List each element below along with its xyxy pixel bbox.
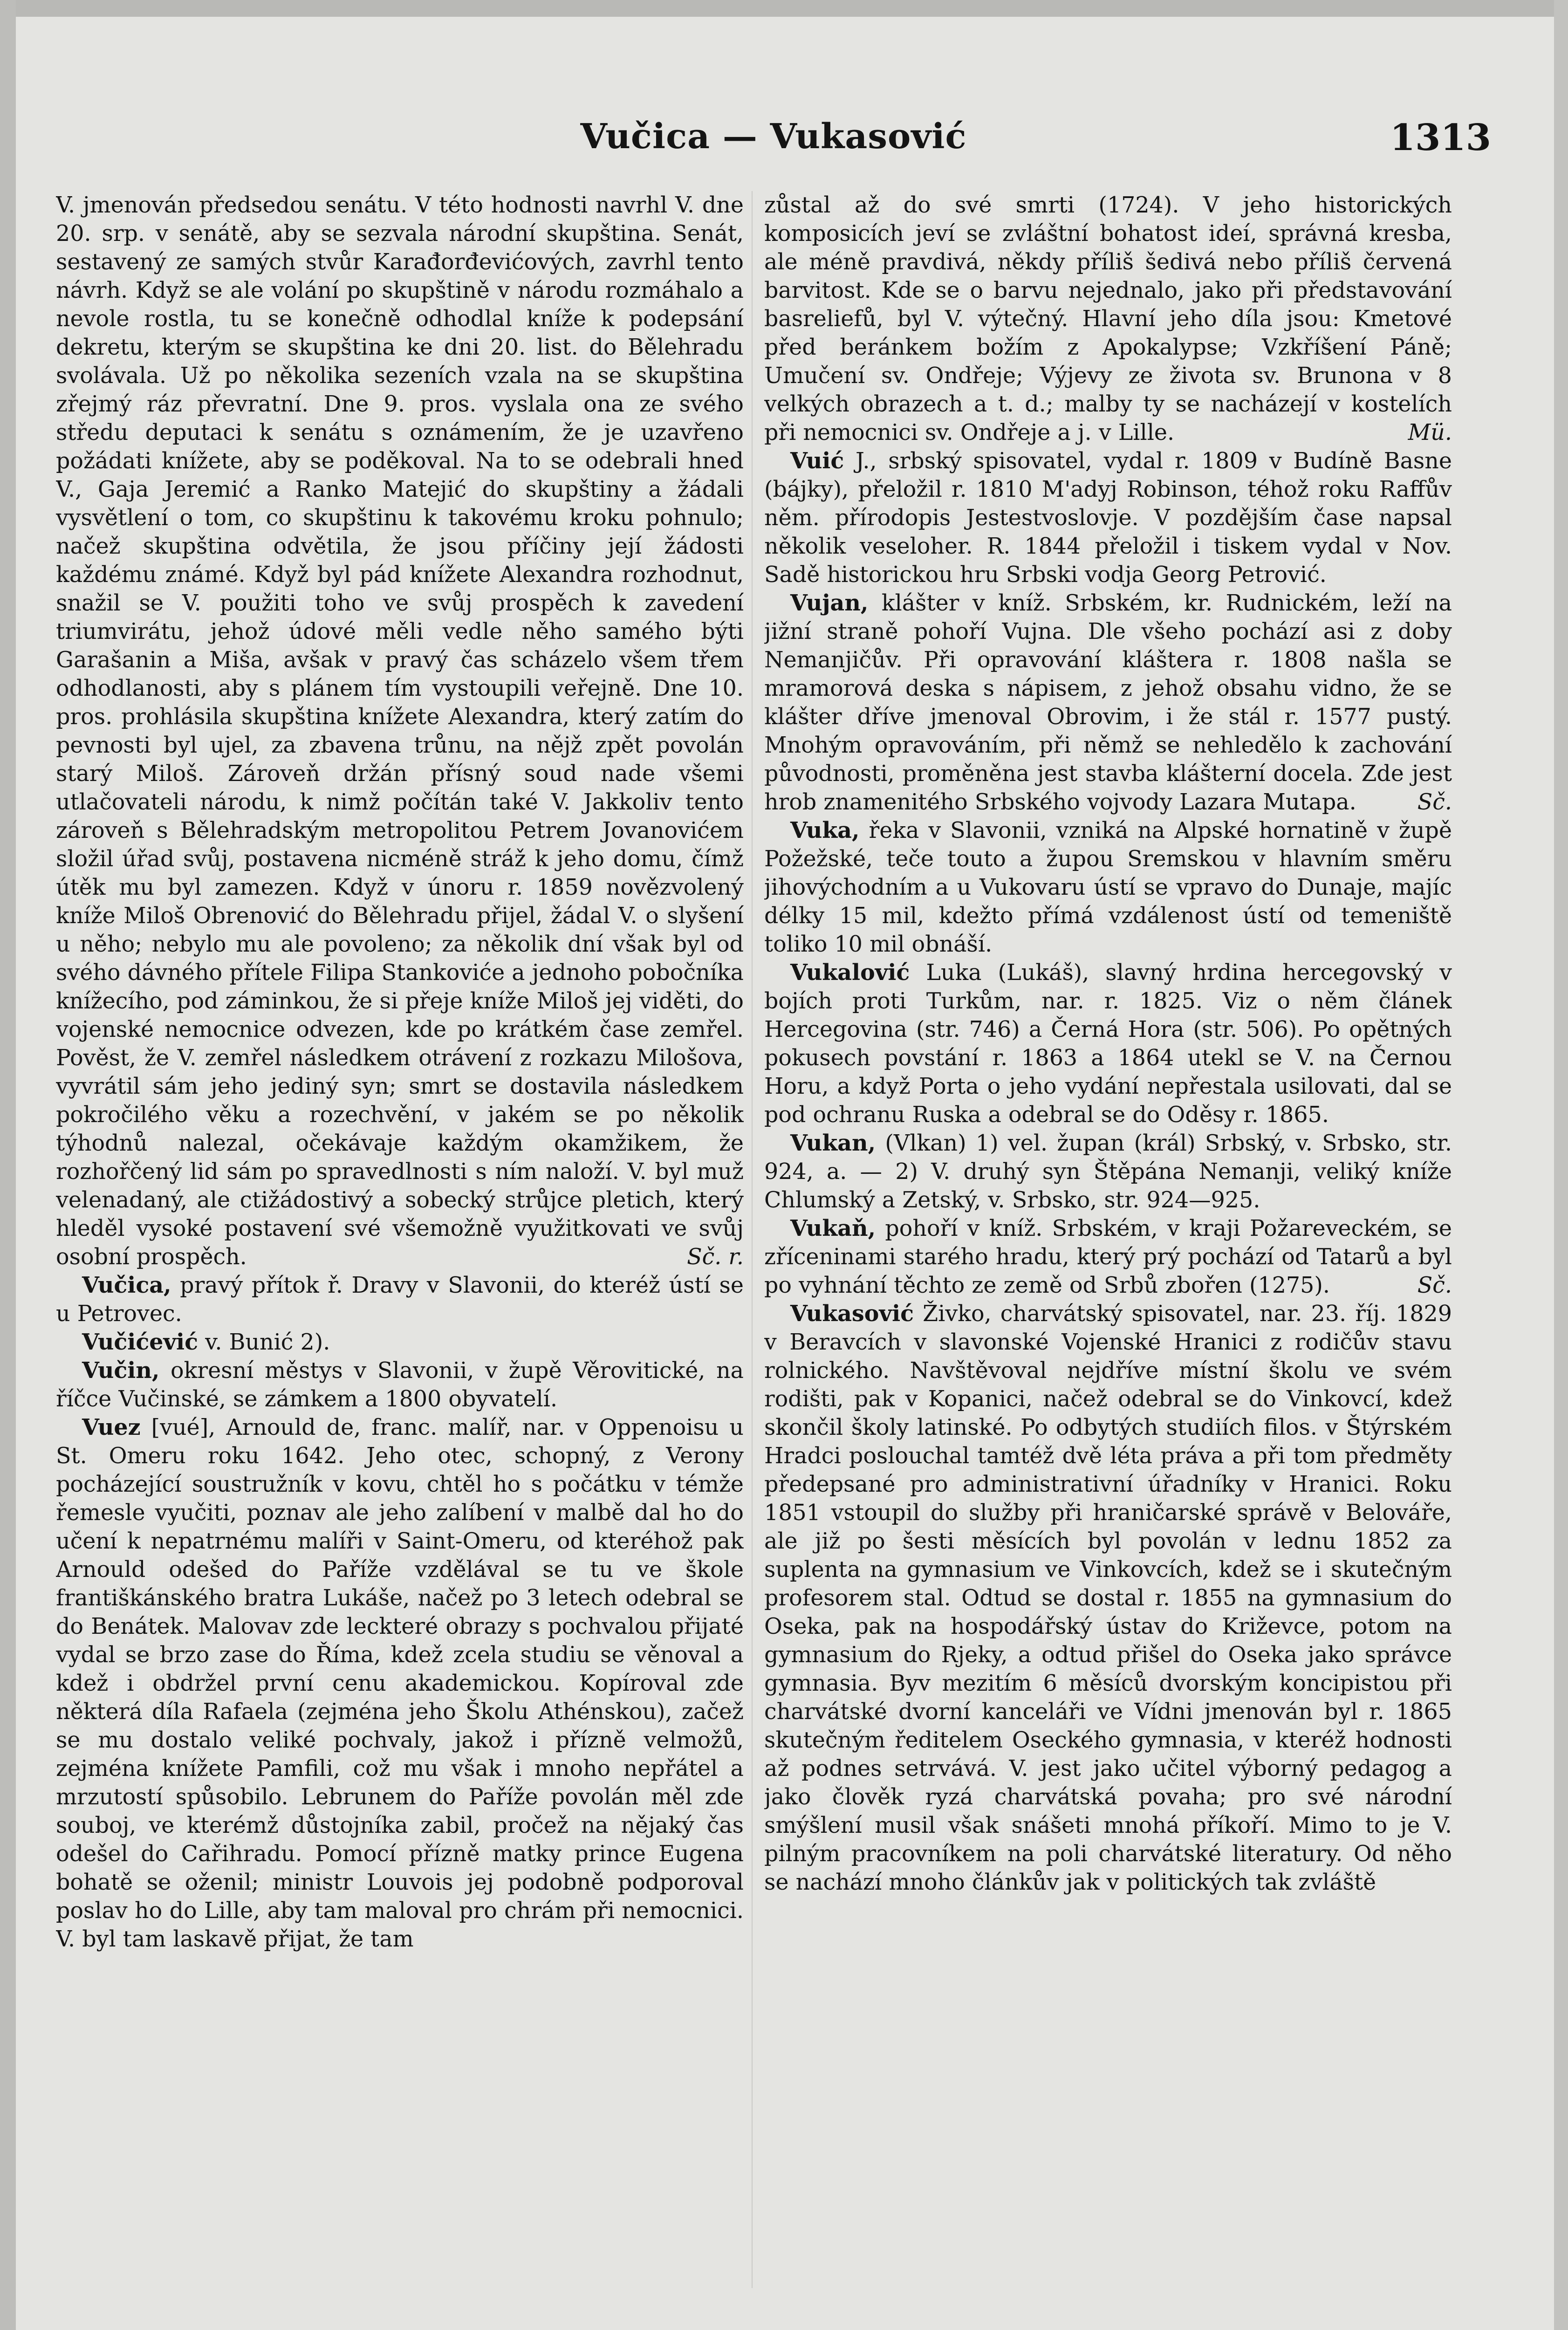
page-header — [56, 116, 1491, 168]
entry-headword: Vuić — [790, 448, 844, 474]
entry-text: pohoří v kníž. Srbském, v kraji Požareveckém, se zříceninami starého hradu, který prý pochází od Tatarů a byl po vyhnání těchto ze země od Srbů zbořen (1275). — [764, 1216, 1452, 1298]
dictionary-entry — [764, 447, 1452, 589]
author-signature: Mü. — [1408, 420, 1452, 445]
entry-headword: Vukalović — [790, 959, 910, 986]
entry-text: (Vlkan) 1) vel. župan (král) Srbský, v. Srbsko, str. 924, a. — 2) V. druhý syn Štěpána Nemanji, veliký kníže Chlumský a Zetský, v. Srbsko, str. 924—925. — [764, 1131, 1452, 1213]
entry-text: Luka (Lukáš), slavný hrdina hercegovský v bojích proti Turkům, nar. r. 1825. Viz o něm článek Hercegovina (str. 746) a Černá Hora (str. 506). Po opětných pokusech povstání r. 1863 a 1864 utekl se V. na Černou Horu, a když Porta o jeho vydání nepřestala usilovati, dal se pod ochranu Ruska a odebral se do Oděsy r. 1865. — [764, 960, 1452, 1128]
entry-text: J., srbský spisovatel, vydal r. 1809 v Budíně Basne (bájky), přeložil r. 1810 M'adyj Robinson, téhož roku Raffův něm. přírodopis Jestestvoslovje. V pozdějším čase napsal několik veseloher. R. 1844 přeložil i tiskem vydal v Nov. Sadě historickou hru Srbski vodja Georg Petrović. — [764, 448, 1452, 588]
dictionary-entry — [56, 1357, 744, 1413]
entry-headword: Vukasović — [790, 1301, 914, 1327]
page-number: 1313 — [1390, 116, 1491, 159]
entry-headword: Vukaň, — [790, 1215, 876, 1241]
entry-headword: Vuez — [82, 1414, 141, 1440]
author-signature: Sč. — [1417, 789, 1452, 815]
entry-continuation — [56, 191, 744, 1271]
dictionary-entry — [764, 1300, 1452, 1897]
entry-text: [vué], Arnould de, franc. malíř, nar. v Oppenoisu u St. Omeru roku 1642. Jeho otec, schopný, z Verony pocházející soustružník v kovu, chtěl ho s počátku v témže řemesle vyučiti, poznav ale jeho zalíbení v malbě dal ho do učení k nepatrnému malíři v Saint-Omeru, od kteréhož pak Arnould odešed do Paříže vzdělával se tu ve škole františkánského bratra Lukáše, načež po 3 letech odebral se do Benátek. Malovav zde leckteré obrazy s pochvalou přijaté vydal se brzo zase do Říma, kdež zcela studiu se věnoval a kdež i obdržel první cenu akademickou. Kopíroval zde některá díla Rafaela (zejména jeho Školu Athénskou), začež se mu dostalo veliké pochvaly, jakož i přízně velmožů, zejména knížete Pamfili, což mu však i mnoho nepřátel a mrzutostí spůsobilo. Lebrunem do Paříže povolán měl zde souboj, ve kterémž důstojníka zabil, pročež na nějaký čas odešel do Cařihradu. Pomocí přízně matky prince Eugena bohatě se oženil; ministr Louvois jej podobně podporoval poslav ho do Lille, aby tam maloval pro chrám při nemocnici. V. byl tam laskavě přijat, že tam — [56, 1415, 744, 1952]
entry-headword: Vučica, — [82, 1272, 171, 1298]
scan-edge-left — [0, 0, 16, 2330]
dictionary-entry — [764, 1129, 1452, 1214]
left-column — [56, 191, 744, 2307]
scan-edge-right — [1554, 0, 1568, 2330]
entry-text: Živko, charvátský spisovatel, nar. 23. říj. 1829 v Beravcích v slavonské Vojenské Hranici z rodičův stavu rolnického. Navštěvoval nejdříve místní školu ve svém rodišti, pak v Kopanici, načež odebral se do Vinkovcí, kdež skončil školy latinské. Po odbytých studiích filos. v Štýrském Hradci poslouchal tamtéž dvě léta práva a při tom předměty předepsané pro administrativní úřadníky v Hranici. Roku 1851 vstoupil do služby při hraničarské správě v Belováře, ale již po šesti měsících byl povolán v lednu 1852 za suplenta na gymnasium ve Vinkovcích, kdež se i skutečným profesorem stal. Odtud se dostal r. 1855 na gymnasium do Oseka, pak na hospodářský ústav do Križevce, potom na gymnasium do Rjeky, a odtud přišel do Oseka jako správce gymnasia. Byv mezitím 6 měsíců dvorským koncipistou při charvátské dvorní kanceláři ve Vídni jmenován byl r. 1865 skutečným ředitelem Oseckého gymnasia, v kteréž hodnosti až podnes setrvává. V. jest jako učitel výborný pedagog a jako člověk ryzá charvátská povaha; pro své národní smýšlení musil však snášeti mnohá příkoří. Mimo to je V. pilným pracovníkem na poli charvátské literatury. Od něho se nachází mnoho článkův jak v politických tak zvláště — [764, 1301, 1452, 1895]
scan-edge-top — [0, 0, 1568, 17]
entry-text: pravý přítok ř. Dravy v Slavonii, do kteréž ústí se u Petrovec. — [56, 1273, 744, 1327]
dictionary-entry — [56, 1328, 744, 1357]
dictionary-entry — [764, 816, 1452, 959]
dictionary-entry — [764, 589, 1452, 816]
dictionary-entry — [764, 959, 1452, 1129]
entry-text: řeka v Slavonii, vzniká na Alpské hornatině v župě Požežské, teče touto a župou Sremskou v hlavním směru jihovýchodním a u Vukovaru ústí se vpravo do Dunaje, majíc délky 15 mil, kdežto přímá vzdálenost ústí od temeniště toliko 10 mil obnáší. — [764, 818, 1452, 957]
dictionary-entry — [56, 1271, 744, 1328]
entry-headword: Vučin, — [82, 1357, 160, 1384]
author-signature: Sč. — [1417, 1273, 1452, 1298]
entry-continuation — [764, 191, 1452, 447]
right-column — [764, 191, 1452, 2307]
entry-text: V. jmenován předsedou senátu. V této hodnosti navrhl V. dne 20. srp. v senátě, aby se sezvala národní skupština. Senát, sestavený ze samých stvůr Karađorđevićových, zavrhl tento návrh. Když se ale volání po skupštině v národu rozmáhalo a nevole rostla, tu se konečně odhodlal kníže k podepsání dekretu, kterým se skupština ke dni 20. list. do Bělehradu svolávala. Už po několika sezeních vzala na se skupština zřejmý ráz převratní. Dne 9. pros. vyslala ona ze svého středu deputaci k senátu s oznámením, že je uzavřeno požádati knížete, aby se poděkoval. Na to se odebrali hned V., Gaja Jeremić a Ranko Matejić do skupštiny a žádali vysvětlení o tom, co skupštinu k takovému kroku pohnulo; načež skupština odvětila, že jsou příčiny její žádosti každému známé. Když byl pád knížete Alexandra rozhodnut, snažil se V. použiti toho ve svůj prospěch k zavedení triumvirátu, jehož údové měli vedle něho samého býti Garašanin a Miša, avšak v pravý čas scházelo všem třem odhodlanosti, aby s plánem tím vystoupili veřejně. Dne 10. pros. prohlásila skupština knížete Alexandra, který zatím do pevnosti byl ujel, za zbavena trůnu, na nějž zpět povolán starý Miloš. Zároveň držán přísný soud nade všemi utlačovateli národu, k nimž počítán také V. Jakkoliv tento zároveň s Bělehradským metropolitou Petrem Jovanovićem složil úřad svůj, postavena nicméně stráž k jeho domu, čímž útěk mu byl zamezen. Když v únoru r. 1859 novězvolený kníže Miloš Obrenović do Bělehradu přijel, žádal V. o slyšení u něho; nebylo mu ale povoleno; za několik dní však byl od svého dávného přítele Filipa Stankoviće a jednoho pobočníka knížecího, pod záminkou, že si přeje kníže Miloš jej viděti, do vojenské nemocnice odvezen, kde po krátkém čase zemřel. Pověst, že V. zemřel následkem otrávení z rozkazu Milošova, vyvrátil sám jeho jediný syn; smrt se dostavila následkem pokročilého věku a rozechvění, v jakém se po několik týhodnů nalezal, očekávaje každým okamžikem, že rozhořčený lid sám po spravedlnosti s ním naloží. V. byl muž velenadaný, ale ctižádostivý a sobecký strůjce pletich, který hleděl vysoké postavení své všemožně využitkovati ve svůj osobní prospěch. — [56, 192, 744, 1270]
author-signature: Sč. r. — [687, 1244, 744, 1270]
entry-headword: Vujan, — [790, 590, 869, 616]
column-divider — [752, 191, 753, 2288]
dictionary-entry — [764, 1214, 1452, 1300]
entry-headword: Vuka, — [790, 817, 860, 843]
running-head: Vučica — Vukasović — [580, 116, 967, 157]
dictionary-entry — [56, 1413, 744, 1953]
entry-text: zůstal až do své smrti (1724). V jeho historických komposicích jeví se zvláštní bohatost ideí, správná kresba, ale méně pravdivá, někdy příliš šedivá nebo příliš červená barvitost. Kde se o barvu nejednalo, jako při představování basreliefů, byl V. výtečný. Hlavní jeho díla jsou: Kmetové před beránkem božím z Apokalypse; Vzkříšení Páně; Umučení sv. Ondřeje; Výjevy ze života sv. Brunona v 8 velkých obrazech a t. d.; malby ty se nacházejí v kostelích při nemocnici sv. Ondřeje a j. v Lille. — [764, 192, 1452, 445]
entry-headword: Vukan, — [790, 1130, 876, 1156]
entry-text: okresní městys v Slavonii, v župě Věrovitické, na říčce Vučinské, se zámkem a 1800 obyvatelí. — [56, 1358, 744, 1412]
entry-text: klášter v kníž. Srbském, kr. Rudnickém, leží na jižní straně pohoří Vujna. Dle všeho pochází asi z doby Nemanjičův. Při opravování kláštera r. 1808 našla se mramorová deska s nápisem, z jehož obsahu vidno, že se klášter dříve jmenoval Obrovim, i že stál r. 1577 pustý. Mnohým opravováním, při němž se nehledělo k zachování původnosti, proměněna jest stavba klášterní docela. Zde jest hrob znamenitého Srbského vojvody Lazara Mutapa. — [764, 590, 1452, 815]
entry-text: v. Bunić 2). — [198, 1329, 330, 1355]
entry-headword: Vučićević — [82, 1329, 199, 1355]
